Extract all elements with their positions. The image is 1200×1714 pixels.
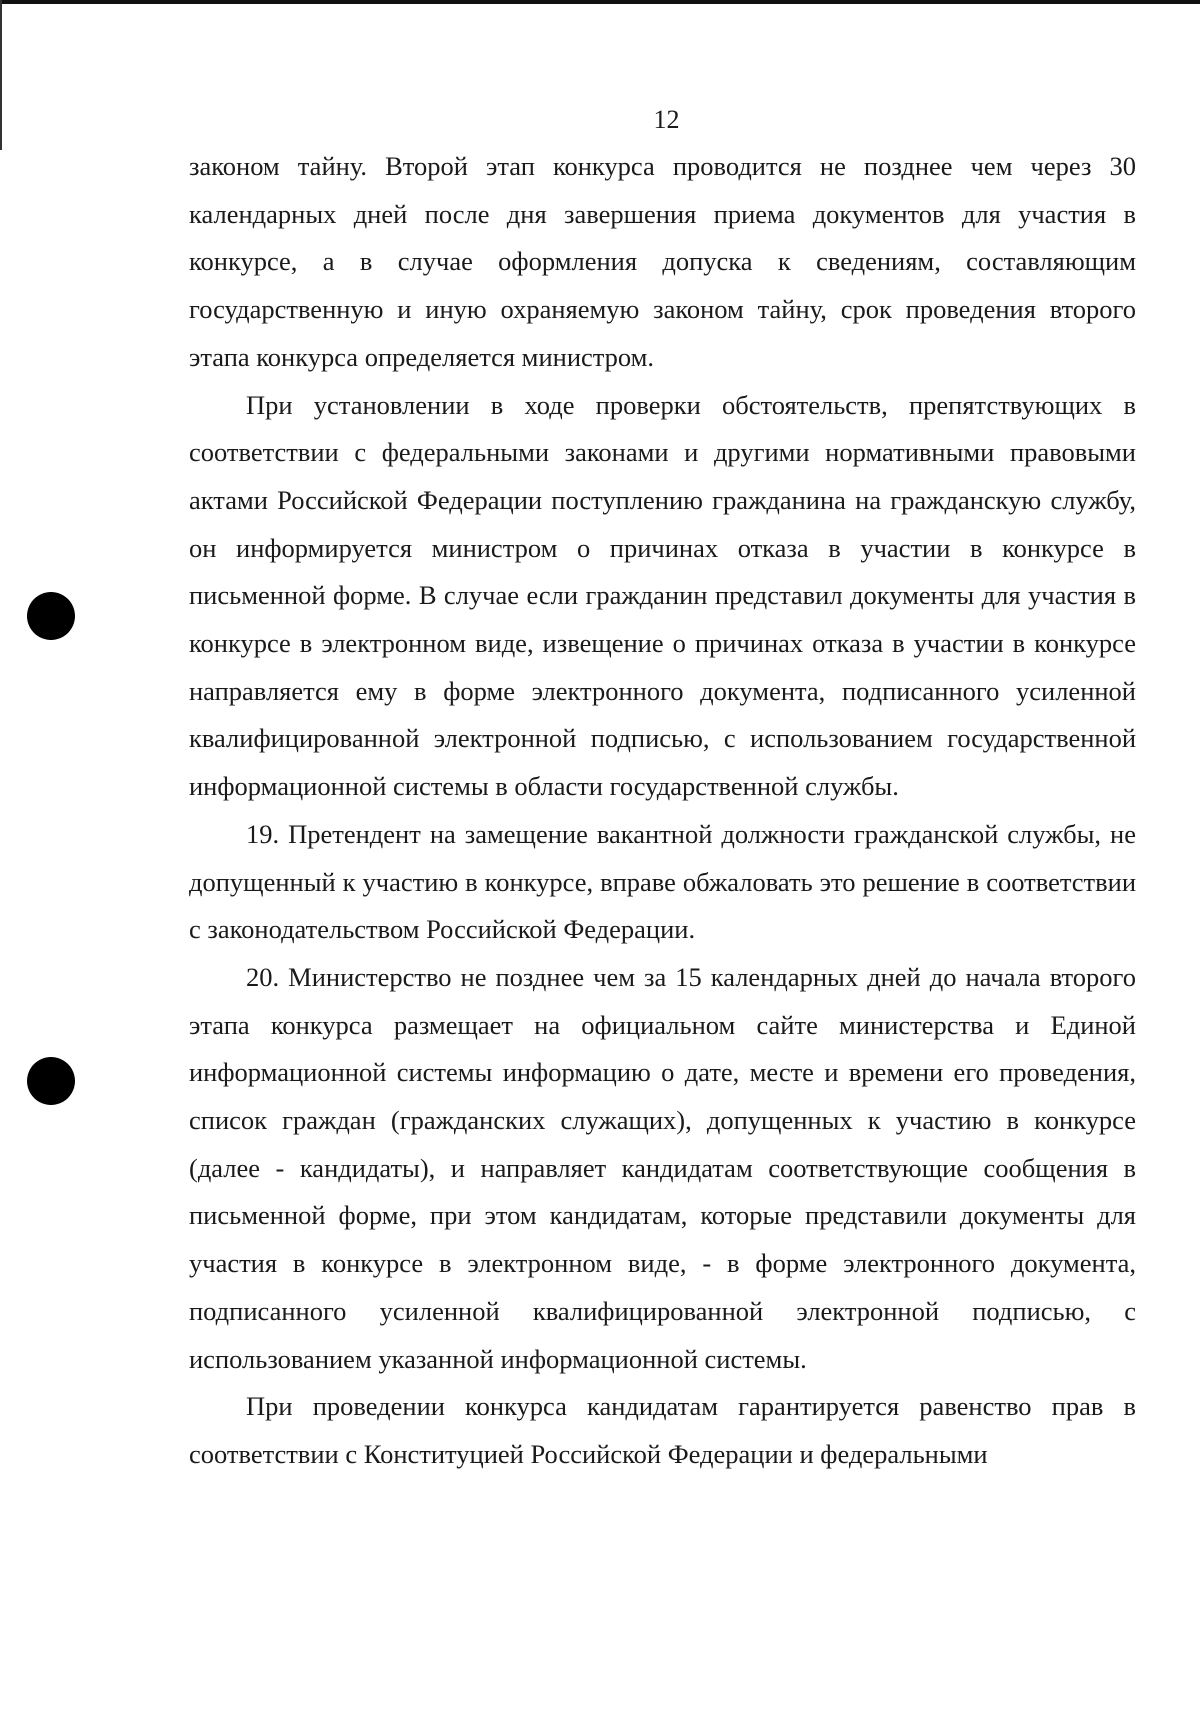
paragraph-equality-of-rights: При проведении конкурса кандидатам гарантируется равенство прав в соответствии с Конституцией Российской Федерации и федеральными (189, 1391, 1136, 1469)
paragraph-19-appeal: 19. Претендент на замещение вакантной должности гражданской службы, не допущенный к участию в конкурсе, вправе обжаловать это решение в соответствии с законодательством Российской Федерации. (189, 818, 1136, 945)
punch-hole-bottom (27, 1057, 75, 1105)
paragraph-20-candidates-notice: 20. Министерство не позднее чем за 15 календарных дней до начала второго этапа конкурса размещает на официальном сайте министерства и Единой информационной системы информацию о дате, месте и времени его проведения, список граждан (гражданских служащих), допущенных к участию в конкурсе (далее - кандидаты), и направляет кандидатам соответствующие сообщения в письменной форме, при этом кандидатам, которые представили документы для участия в конкурсе в электронном виде, - в форме электронного документа, подписанного усиленной квалифицированной электронной подписью, с использованием указанной информационной системы. (189, 961, 1136, 1374)
punch-hole-top (27, 592, 75, 640)
paragraph-continuation: законом тайну. Второй этап конкурса проводится не позднее чем через 30 календарных дней после дня завершения приема документов для участия в конкурсе, а в случае оформления допуска к сведениям, составляющим государственную и иную охраняемую законом тайну, срок проведения второго этапа конкурса определяется министром. (189, 151, 1136, 372)
document-body (189, 143, 1136, 1479)
scan-top-border (0, 0, 1200, 4)
page-number: 12 (653, 105, 680, 134)
paragraph-refusal-notice: При установлении в ходе проверки обстоятельств, препятствующих в соответствии с федеральными законами и другими нормативными правовыми актами Российской Федерации поступлению гражданина на гражданскую службу, он информируется министром о причинах отказа в участии в конкурсе в письменной форме. В случае если гражданин представил документы для участия в конкурсе в электронном виде, извещение о причинах отказа в участии в конкурсе направляется ему в форме электронного документа, подписанного усиленной квалифицированной электронной подписью, с использованием государственной информационной системы в области государственной службы. (189, 389, 1136, 802)
